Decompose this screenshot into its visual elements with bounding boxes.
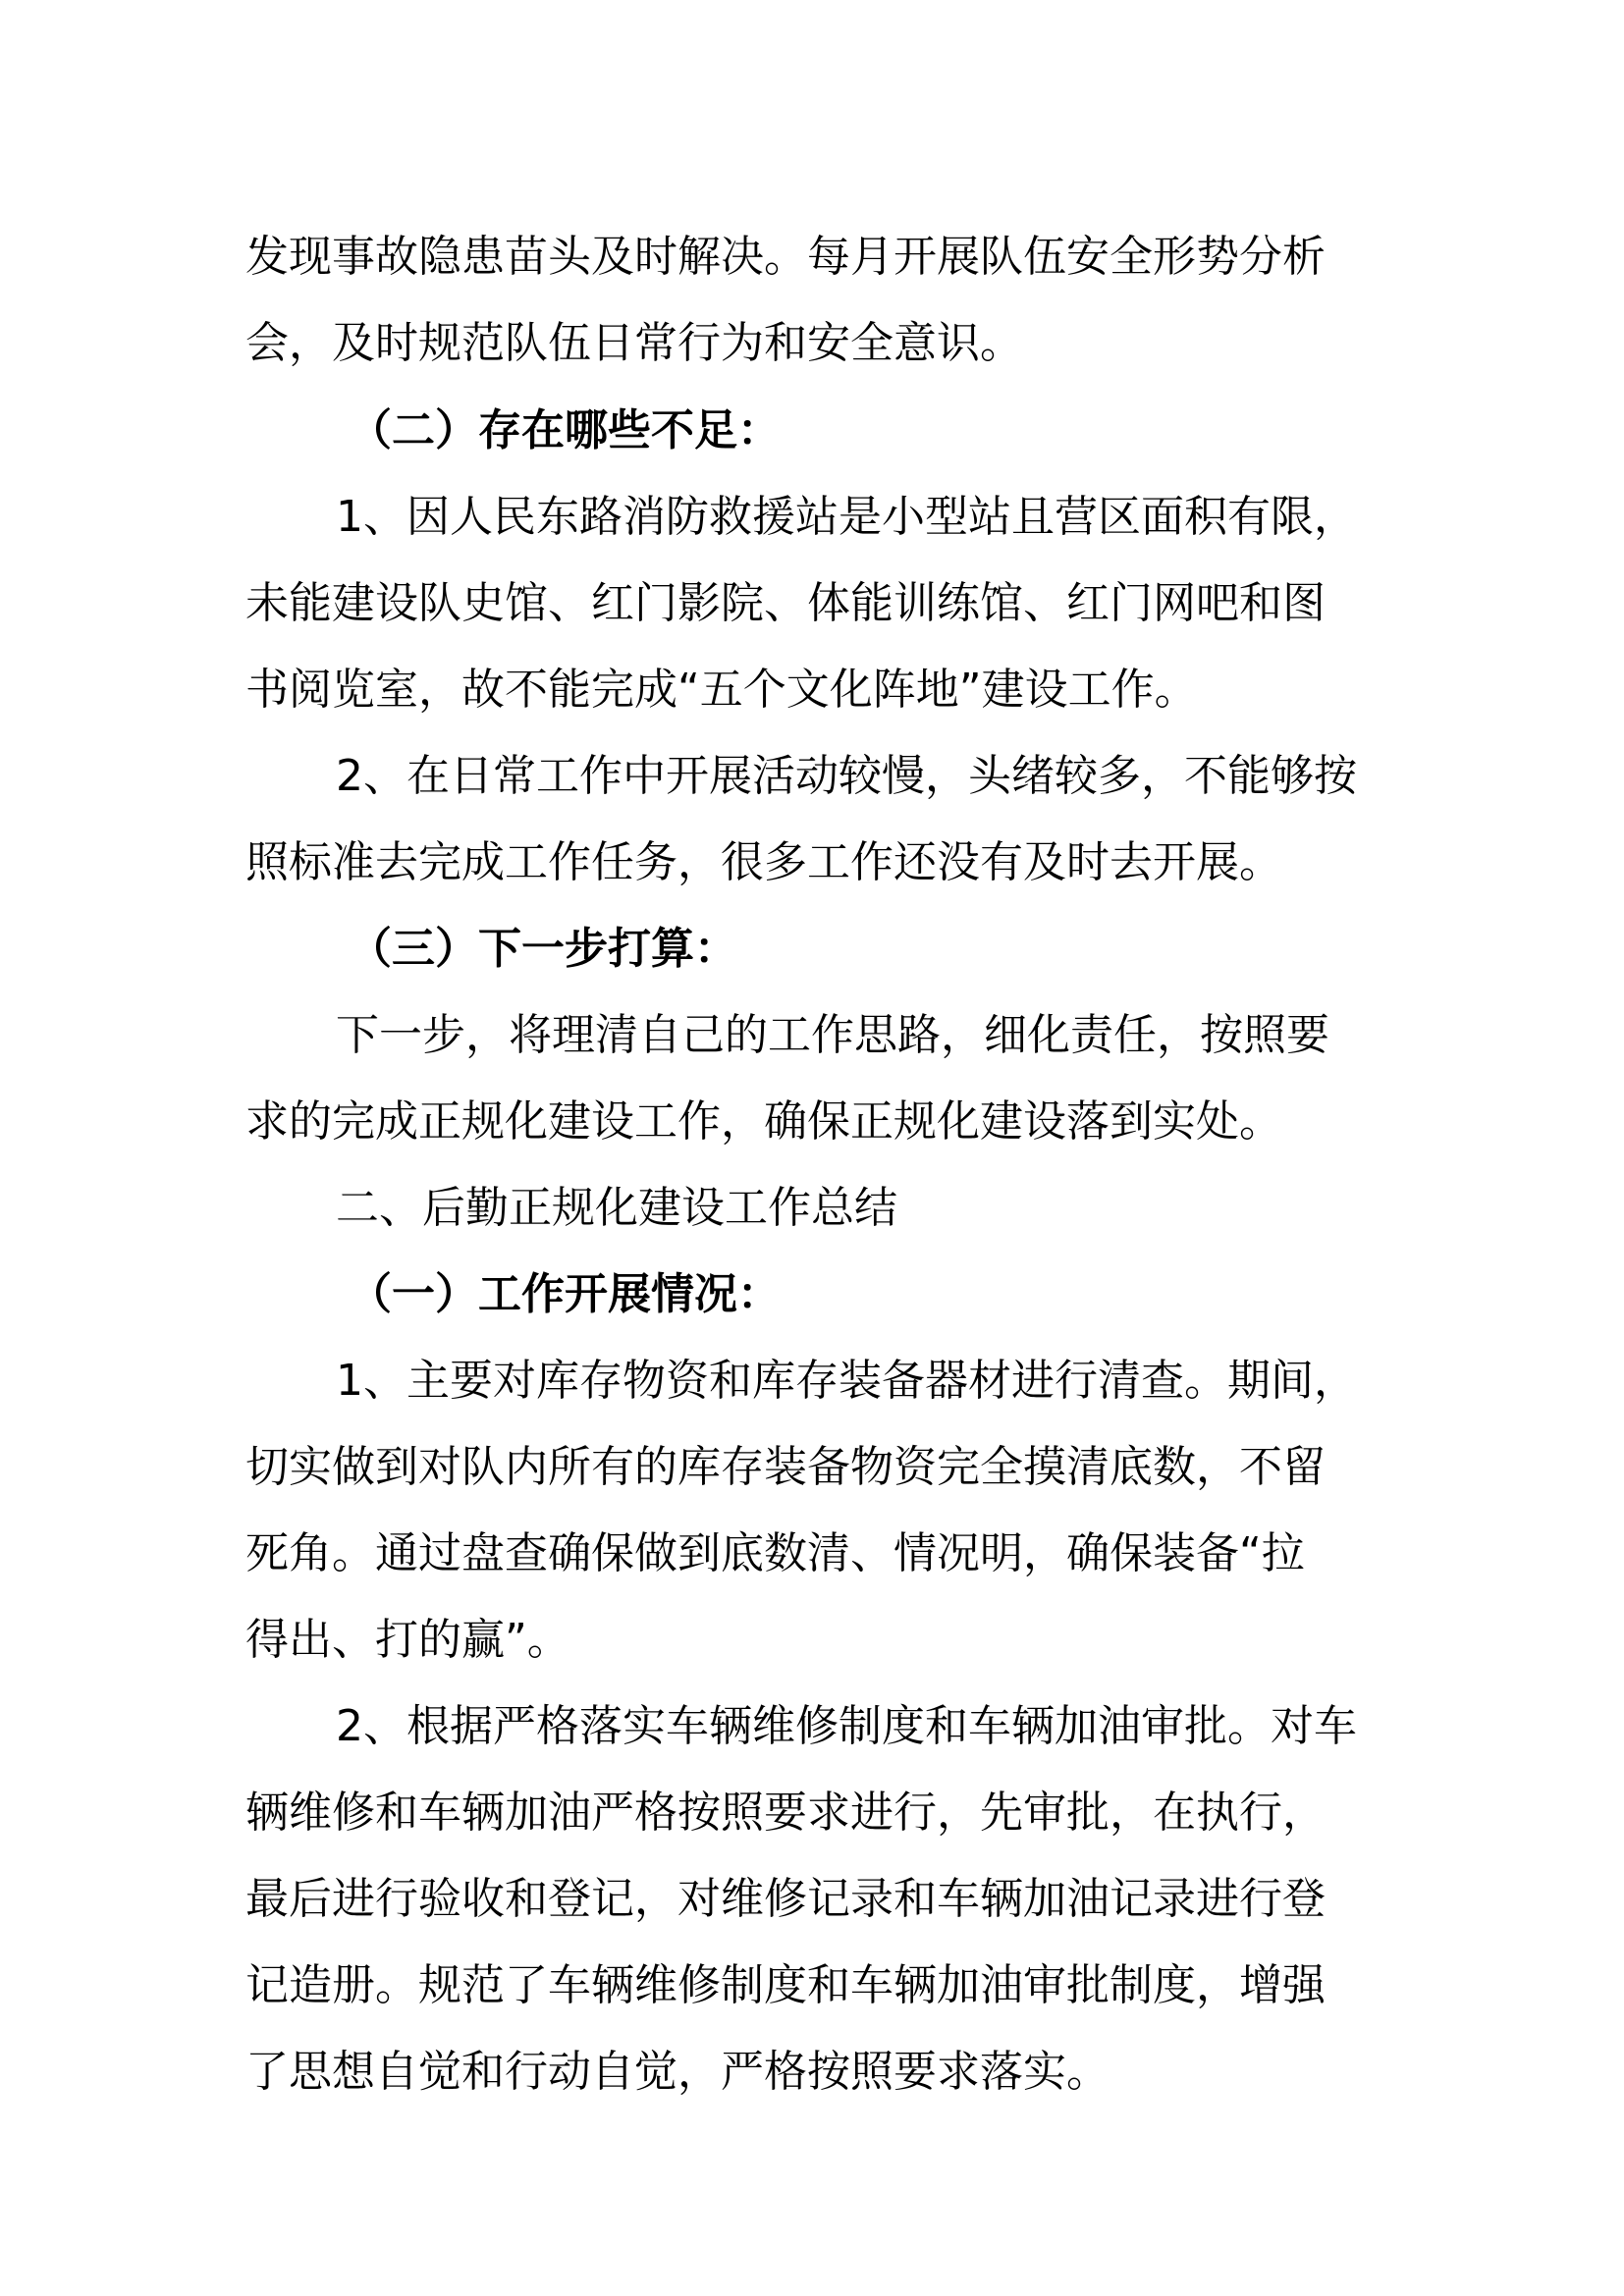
section-heading: （一）工作开展情况： — [349, 1269, 781, 1319]
paragraph-line: 发现事故隐患苗头及时解决。每月开展队伍安全形势分析 — [245, 232, 1326, 282]
paragraph-line: 1、因人民东路消防救援站是小型站且营区面积有限， — [336, 492, 1357, 542]
paragraph-line: 切实做到对队内所有的库存装备物资完全摸清底数，不留 — [245, 1442, 1326, 1492]
paragraph-line: 会，及时规范队伍日常行为和安全意识。 — [245, 318, 1023, 368]
paragraph-line: 2、根据严格落实车辆维修制度和车辆加油审批。对车 — [336, 1701, 1357, 1751]
section-heading: （二）存在哪些不足： — [349, 405, 781, 455]
section-heading: （三）下一步打算： — [349, 924, 737, 974]
paragraph-line: 照标准去完成工作任务，很多工作还没有及时去开展。 — [245, 837, 1282, 887]
paragraph-line: 1、主要对库存物资和库存装备器材进行清查。期间， — [336, 1356, 1357, 1406]
paragraph-line: 2、在日常工作中开展活动较慢，头绪较多，不能够按 — [336, 751, 1357, 801]
paragraph-line: 下一步，将理清自己的工作思路，细化责任，按照要 — [336, 1010, 1329, 1060]
paragraph-line: 书阅览室，故不能完成“五个文化阵地”建设工作。 — [245, 665, 1198, 715]
paragraph-line: 得出、打的赢”。 — [245, 1615, 570, 1665]
paragraph-line: 死角。通过盘查确保做到底数清、情况明，确保装备“拉 — [245, 1528, 1305, 1578]
paragraph-line: 记造册。规范了车辆维修制度和车辆加油审批制度，增强 — [245, 1960, 1326, 2010]
section-title: 二、后勤正规化建设工作总结 — [336, 1183, 897, 1233]
paragraph-line: 未能建设队史馆、红门影院、体能训练馆、红门网吧和图 — [245, 578, 1326, 628]
paragraph-line: 辆维修和车辆加油严格按照要求进行，先审批，在执行， — [245, 1788, 1326, 1838]
paragraph-line: 了思想自觉和行动自觉，严格按照要求落实。 — [245, 2047, 1110, 2097]
paragraph-line: 最后进行验收和登记，对维修记录和车辆加油记录进行登 — [245, 1874, 1326, 1924]
paragraph-line: 求的完成正规化建设工作，确保正规化建设落到实处。 — [245, 1096, 1282, 1147]
